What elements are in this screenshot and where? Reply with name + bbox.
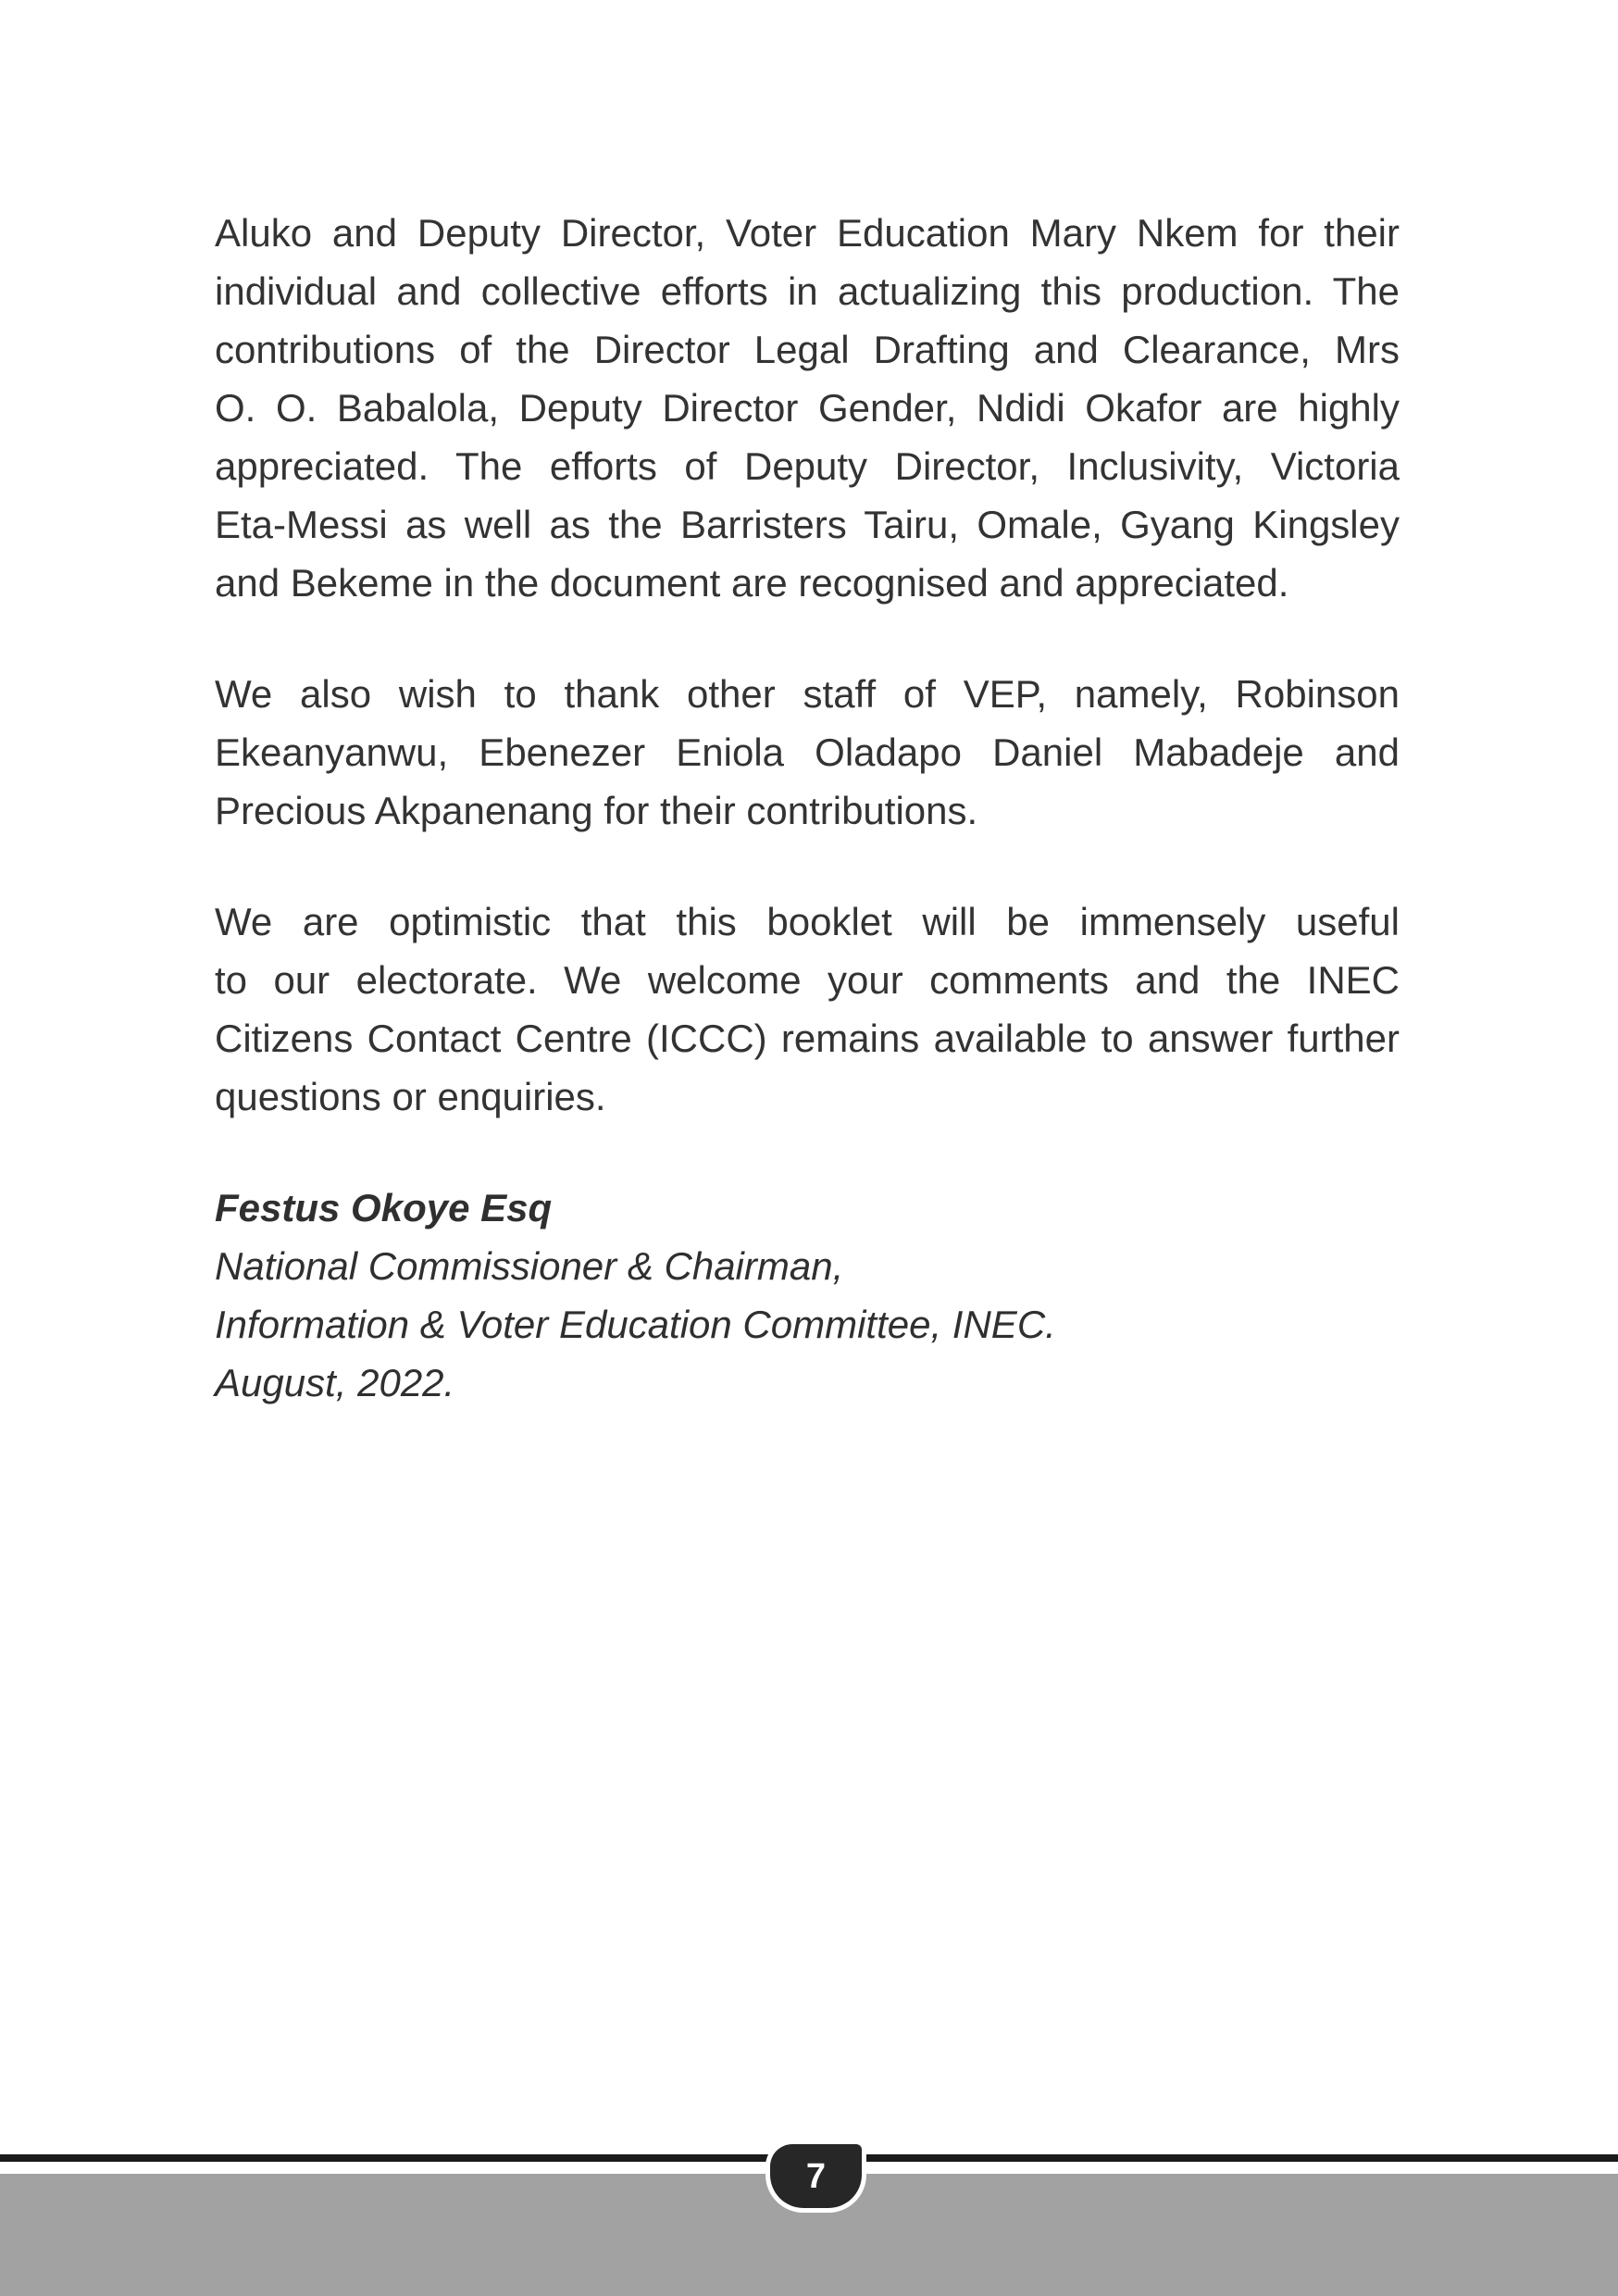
text-line: appreciated. The efforts of Deputy Director, Inclusivity, Victoria xyxy=(215,444,1400,488)
page-number-badge xyxy=(770,2144,862,2208)
text-line: Citizens Contact Centre (ICCC) remains available to answer further xyxy=(215,1017,1400,1060)
text-line: contributions of the Director Legal Drafting and Clearance, Mrs xyxy=(215,328,1400,371)
text-line: O. O. Babalola, Deputy Director Gender, Ndidi Okafor are highly xyxy=(215,386,1400,430)
signature-title: National Commissioner & Chairman, xyxy=(215,1244,844,1288)
signature-block xyxy=(215,1179,1400,1412)
text-line: Eta-Messi as well as the Barristers Tairu, Omale, Gyang Kingsley xyxy=(215,503,1400,546)
text-line: We also wish to thank other staff of VEP, namely, Robinson xyxy=(215,672,1400,716)
paragraph xyxy=(215,204,1400,612)
signature-committee: Information & Voter Education Committee, INEC. xyxy=(215,1303,1056,1346)
paragraph xyxy=(215,892,1400,1126)
signature-date: August, 2022. xyxy=(215,1361,455,1404)
paragraphs xyxy=(215,204,1400,1126)
page-number: 7 xyxy=(805,2156,827,2196)
text-line: questions or enquiries. xyxy=(215,1075,606,1118)
text-line: Aluko and Deputy Director, Voter Education Mary Nkem for their xyxy=(215,211,1400,255)
paragraph xyxy=(215,665,1400,840)
text-line: individual and collective efforts in actualizing this production. The xyxy=(215,269,1400,313)
text-line: to our electorate. We welcome your comments and the INEC xyxy=(215,958,1400,1002)
signature-name: Festus Okoye Esq xyxy=(215,1186,553,1229)
text-line: Ekeanyanwu, Ebenezer Eniola Oladapo Daniel Mabadeje and xyxy=(215,730,1400,774)
text-line: and Bekeme in the document are recognised and appreciated. xyxy=(215,561,1289,605)
text-line: We are optimistic that this booklet will be immensely useful xyxy=(215,900,1400,943)
page-content xyxy=(215,204,1400,1412)
text-line: Precious Akpanenang for their contributions. xyxy=(215,789,978,832)
